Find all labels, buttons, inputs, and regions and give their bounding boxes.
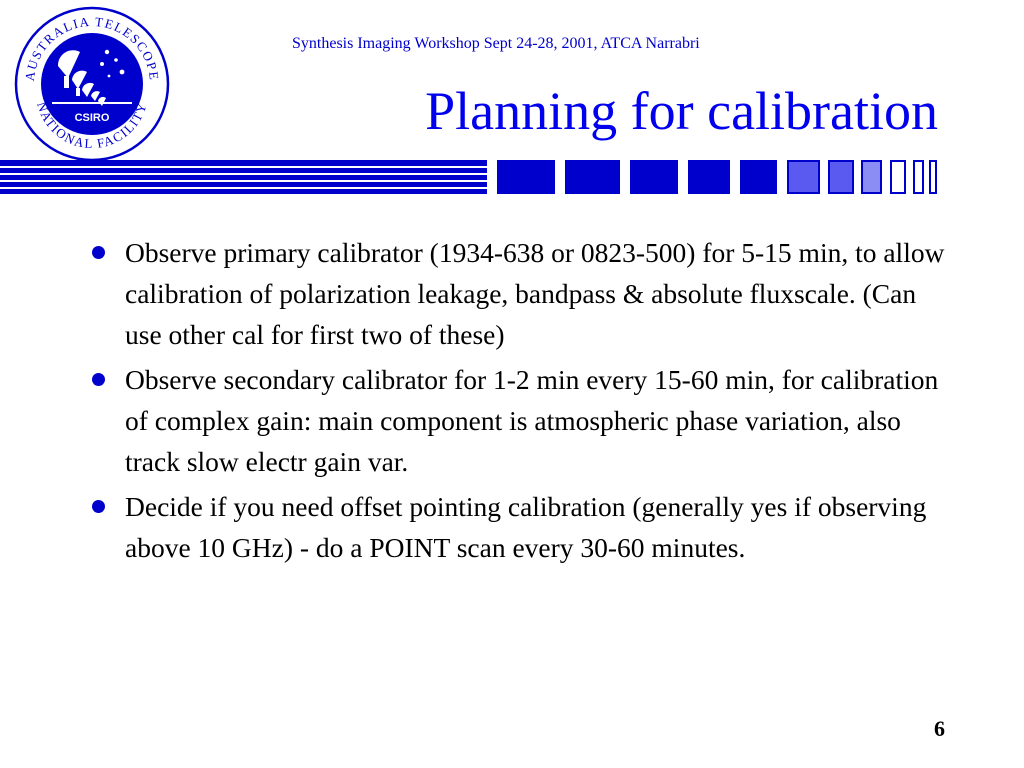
list-item — [92, 359, 952, 482]
list-item — [92, 486, 952, 568]
logo-center-text: CSIRO — [74, 112, 110, 124]
logo-bottom-text: NATIONAL FACILITY — [34, 100, 150, 152]
bullet-icon — [92, 373, 105, 386]
logo-top-text: AUSTRALIA TELESCOPE — [21, 13, 163, 82]
page-number: 6 — [934, 716, 945, 741]
bullet-text: Decide if you need offset pointing calibration (generally yes if observing above 10 GHz) - do a POINT scan every 30-60 minutes. — [125, 491, 927, 563]
bullet-text: Observe secondary calibrator for 1-2 min every 15-60 min, for calibration of complex gain: main component is atmospheric phase variation, also track slow electr gain var. — [125, 364, 939, 477]
bullet-text: Observe primary calibrator (1934-638 or 0823-500) for 5-15 min, to allow calibration of polarization leakage, bandpass & absolute fluxscale. (Can use other cal for first two of these) — [125, 237, 945, 350]
bullet-list — [92, 232, 952, 572]
bullet-icon — [92, 500, 105, 513]
page-title: Planning for calibration — [425, 81, 938, 141]
decorative-band — [0, 160, 1024, 196]
list-item — [92, 232, 952, 355]
workshop-subtitle: Synthesis Imaging Workshop Sept 24-28, 2001, ATCA Narrabri — [292, 35, 700, 52]
bullet-icon — [92, 246, 105, 259]
